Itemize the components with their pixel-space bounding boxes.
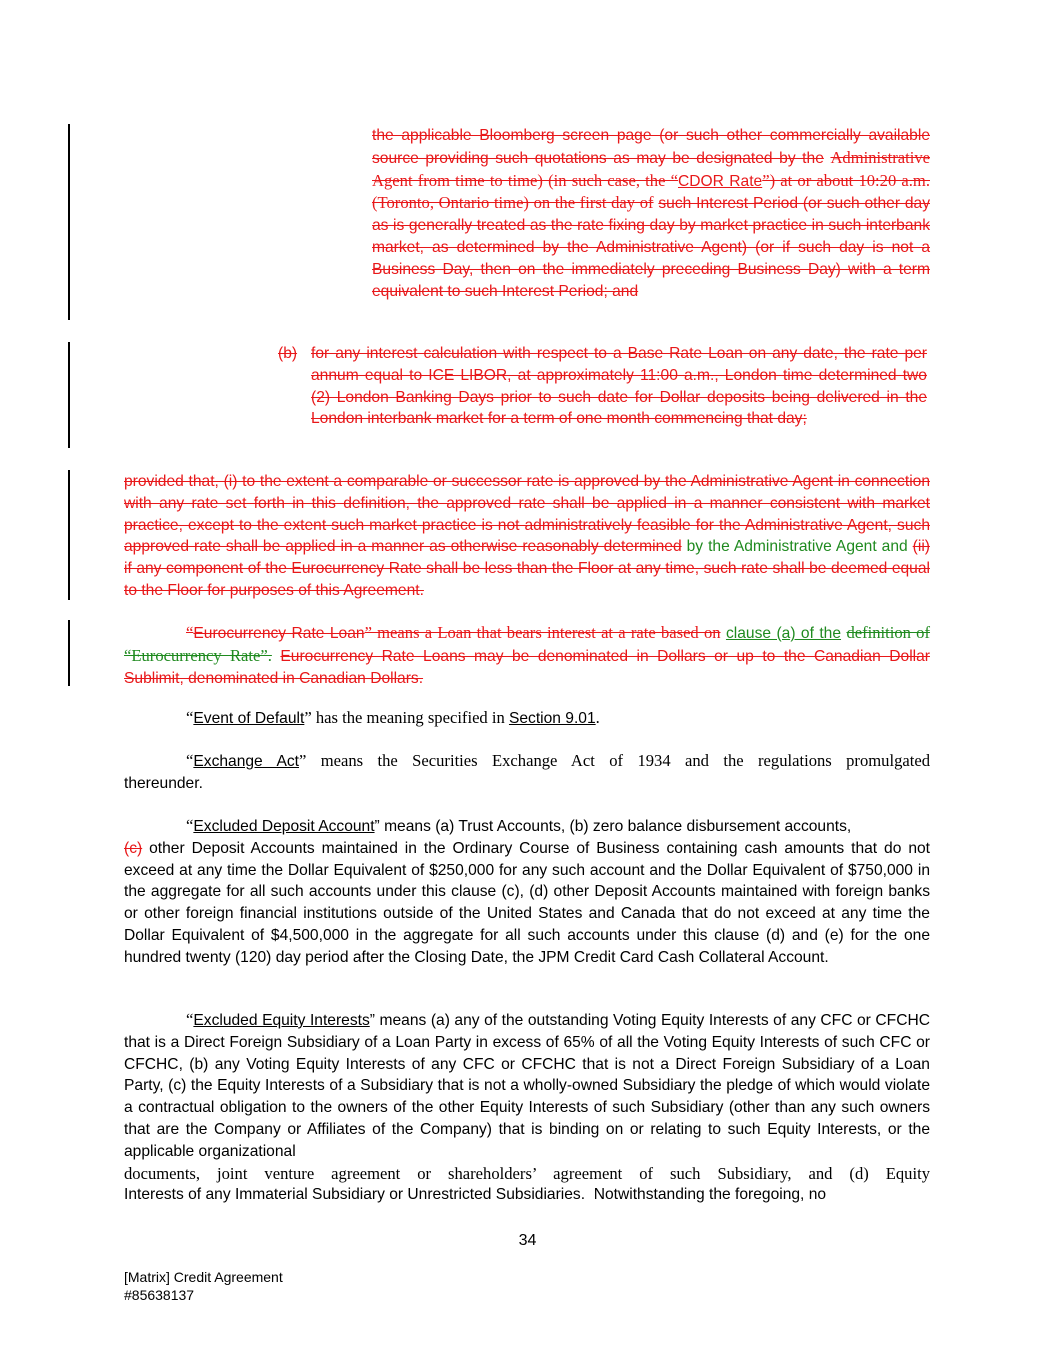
page-number: 34 [518, 1232, 537, 1249]
footer-title: [Matrix] Credit Agreement [124, 1269, 283, 1285]
deleted-text: such Interest Period (or such other day as is generally treated as the rate fixing day by market practice in such interbank market, as determined by the Administrative Agent) (or if such day is not a Business Day, then on the immediately preceding Business Day) with a term equivalent to such Interest Period; and [372, 195, 930, 300]
deleted-text: the applicable Bloomberg screen page (or such other commercially available source providing such quotations as may be designated by the [372, 127, 930, 167]
change-bar [68, 470, 70, 600]
deleted-text-serif: ” means a Loan that bears interest at a rate based on [364, 623, 721, 642]
definition-text: Interests of any Immaterial Subsidiary or Unrestricted Subsidiaries. Notwithstanding the foregoing, no [124, 1186, 827, 1204]
change-bar [68, 620, 70, 686]
definition-text: ” means the Securities Exchange Act of 1934 and the regulations promulgated [298, 751, 931, 770]
quote-mark: “ [186, 816, 194, 835]
proviso-paragraph [124, 471, 930, 602]
deleted-text: for any interest calculation with respect to a Base Rate Loan on any date, the rate per annum equal to ICE LIBOR, at approximately 11:00 a.m., London time determined two (2) London Banking Days prior to such date for Dollar deposits being delivered in the London interbank market for a term of one month commencing that day; [311, 345, 927, 428]
change-bar [68, 124, 70, 320]
subclause-a-continuation [372, 125, 930, 302]
definition-excluded-deposit-account [124, 815, 930, 969]
section-reference: Section 9.01 [508, 710, 596, 727]
defined-term: Excluded Deposit Account [193, 818, 375, 835]
definition-text: ” means (a) any of the outstanding Voting Equity Interests of any CFC or CFCHC that is a Direct Foreign Subsidiary of a Loan Party in excess of 65% of all the Voting Equity Interests of such CFC or CFCHC, (b) any Voting Equity Interests of any CFC or CFCHC that is not a Direct Foreign Subsidiary of a Loan Party, (c) the Equity Interests of a Subsidiary that is not a wholly-owned Subsidiary the pledge of which would violate a contractual obligation to the owners of the other Equity Interests of such Subsidiary (other than any such owners that are the Company or Affiliates of the Company) that is binding on or relating to such Equity Interests, or the applicable organizational [124, 1012, 930, 1160]
document-footer [124, 1268, 283, 1304]
defined-term: Eurocurrency Rate Loan [193, 625, 365, 642]
defined-term: Excluded Equity Interests [193, 1012, 370, 1029]
deleted-text-serif: ”) at or about 10:20 a.m. (Toronto, Ontario time) on the first day of [372, 170, 930, 213]
definition-text: other Deposit Accounts maintained in the Ordinary Course of Business containing cash amounts that do not exceed at any time the Dollar Equivalent of $250,000 for any such account and the Dollar Equivalent of $750,000 in the aggregate for all such accounts under this clause (c), (d) other Deposit Accounts maintained with foreign banks or other foreign financial institutions outside of the United States and Canada that do not exceed at any time the Dollar Equivalent of $4,500,000 in the aggregate for all such accounts under this clause (d) and (e) for the one hundred twenty (120) day period after the Closing Date, the JPM Credit Card Cash Collateral Account. [124, 839, 930, 966]
defined-term-cdor: CDOR Rate [677, 172, 763, 190]
deleted-text: (c) [124, 839, 143, 857]
quote-mark: “ [186, 751, 194, 770]
change-bar [68, 342, 70, 448]
footer-doc-id: #85638137 [124, 1287, 195, 1303]
definition-eurocurrency-rate-loan [124, 622, 930, 689]
definition-exchange-act [124, 750, 930, 795]
moved-deleted-text: clause (a) of the [725, 625, 842, 642]
subclause-b-label: (b) [278, 345, 298, 362]
moved-text: by the Administrative Agent and [686, 538, 908, 556]
definition-text: thereunder. [124, 774, 203, 792]
moved-deleted-text-serif: definition of “Eurocurrency Rate”. [124, 623, 931, 665]
defined-term: Event of Default [193, 710, 305, 727]
defined-term: Exchange Act [193, 753, 299, 770]
quote-mark: “ [186, 708, 194, 727]
deleted-text: (ii) if any component of the Eurocurrency Rate shall be less than the Floor at any time, such rate shall be deemed equal to the Floor for purposes of this Agreement. [124, 538, 930, 599]
definition-text: ” has the meaning specified in [304, 708, 505, 727]
subclause-b [278, 343, 927, 430]
deleted-text-serif: Administrative Agent from time to time) (in such case, the “ [372, 147, 930, 190]
deleted-text: provided that, (i) to the extent a comparable or successor rate is approved by the Administrative Agent in connection with any rate set forth in this definition, the approved rate shall be applied in a manner consistent with market practice, except to the extent such market practice is not administratively feasible for the Administrative Agent, such approved rate shall be applied in a manner as otherwise reasonably determined [124, 473, 930, 556]
period: . [595, 708, 600, 727]
definition-event-of-default [124, 707, 930, 730]
definition-text-serif: documents, joint venture agreement or shareholders’ agreement of such Subsidiary, and (d) Equity [124, 1163, 930, 1183]
definition-excluded-equity-interests [124, 1009, 930, 1206]
quote-mark: “ [186, 623, 194, 642]
definition-text: ” means (a) Trust Accounts, (b) zero balance disbursement accounts, [374, 818, 852, 835]
deleted-text: Eurocurrency Rate Loans may be denominated in Dollars or up to the Canadian Dollar Sublimit, denominated in Canadian Dollars. [124, 647, 930, 687]
quote-mark: “ [186, 1010, 194, 1029]
